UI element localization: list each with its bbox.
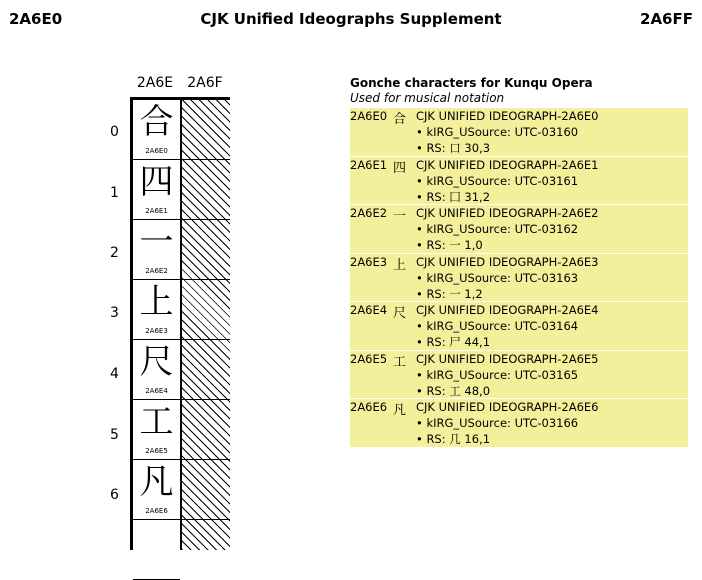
entry-source: • kIRG_USource: UTC-03165 — [416, 367, 579, 382]
entry-radical-stroke: • RS: 一 1,2 — [416, 286, 483, 301]
row-divider — [182, 399, 230, 400]
row-divider — [182, 219, 230, 220]
list-item — [350, 302, 688, 351]
entry-name: CJK UNIFIED IDEOGRAPH-2A6E2 — [416, 206, 599, 220]
entry-name: CJK UNIFIED IDEOGRAPH-2A6E3 — [416, 254, 599, 269]
code-chart — [130, 73, 230, 543]
entry-code: 2A6E6 — [350, 400, 388, 414]
entry-source: • kIRG_USource: UTC-03160 — [416, 125, 579, 139]
char-cell[interactable] — [133, 400, 180, 460]
header-range-end: 2A6FF — [640, 10, 693, 28]
entry-glyph: 四 — [393, 160, 407, 176]
char-code: 2A6E3 — [145, 327, 168, 335]
list-item — [350, 108, 688, 157]
entry-glyph: 凡 — [393, 403, 407, 418]
notes-subtitle: Used for musical notation — [350, 91, 505, 105]
chart-grid — [130, 100, 230, 550]
notes-title: Gonche characters for Kunqu Opera — [350, 76, 593, 90]
entry-glyph: 合 — [393, 112, 407, 127]
notes-list — [350, 108, 688, 447]
column-header: 2A6E — [136, 75, 174, 91]
page-title: CJK Unified Ideographs Supplement — [200, 10, 502, 28]
entry-radical-stroke: • RS: 工 48,0 — [416, 383, 491, 398]
char-glyph: 上 — [139, 282, 174, 322]
char-cell[interactable] — [133, 220, 180, 280]
entry-glyph: 尺 — [393, 306, 407, 321]
char-code: 2A6E2 — [145, 267, 168, 275]
row-label: 5 — [110, 427, 119, 443]
char-code: 2A6E6 — [145, 507, 168, 515]
char-code: 2A6E5 — [145, 447, 168, 455]
char-glyph: 尺 — [139, 342, 174, 382]
entry-glyph: 工 — [393, 354, 407, 370]
entry-code: 2A6E0 — [350, 109, 388, 123]
entry-source: • kIRG_USource: UTC-03166 — [416, 416, 579, 430]
char-code: 2A6E1 — [145, 207, 168, 215]
entry-code: 2A6E5 — [350, 351, 388, 366]
row-label: 4 — [110, 366, 119, 382]
entry-source: • kIRG_USource: UTC-03163 — [416, 270, 579, 285]
entry-radical-stroke: • RS: 口 30,3 — [416, 141, 491, 155]
entry-radical-stroke: • RS: 尸 44,1 — [416, 335, 491, 349]
char-glyph: 四 — [139, 162, 174, 202]
entry-radical-stroke: • RS: 一 1,0 — [416, 238, 483, 252]
row-label: 2 — [110, 245, 119, 261]
char-cell[interactable] — [133, 160, 180, 220]
char-glyph: 合 — [139, 102, 174, 142]
header-range-start: 2A6E0 — [9, 10, 63, 28]
entry-source: • kIRG_USource: UTC-03161 — [416, 173, 579, 188]
char-cell[interactable] — [133, 280, 180, 340]
row-divider — [182, 159, 230, 160]
char-cell-empty — [133, 520, 180, 580]
column-headers — [130, 73, 230, 100]
unassigned-column-hatch — [182, 100, 230, 550]
row-divider — [182, 279, 230, 280]
char-cell[interactable] — [133, 340, 180, 400]
row-label: 1 — [110, 185, 119, 201]
column-header: 2A6F — [187, 75, 223, 91]
entry-glyph: 一 — [393, 209, 407, 224]
list-item — [350, 205, 688, 254]
entry-radical-stroke: • RS: 几 16,1 — [416, 432, 491, 446]
list-item — [350, 254, 688, 303]
char-code: 2A6E4 — [145, 387, 168, 395]
entry-code: 2A6E4 — [350, 303, 388, 317]
row-divider — [182, 459, 230, 460]
row-label: 3 — [110, 305, 119, 321]
entry-radical-stroke: • RS: 囗 31,2 — [416, 189, 491, 204]
row-label: 0 — [110, 124, 119, 140]
entry-code: 2A6E2 — [350, 206, 388, 220]
list-item — [350, 157, 688, 206]
entry-name: CJK UNIFIED IDEOGRAPH-2A6E4 — [416, 303, 599, 317]
row-label: 6 — [110, 487, 119, 503]
entry-name: CJK UNIFIED IDEOGRAPH-2A6E5 — [416, 351, 599, 366]
char-cell[interactable] — [133, 460, 180, 520]
character-notes — [350, 76, 688, 447]
entry-source: • kIRG_USource: UTC-03162 — [416, 222, 579, 236]
row-divider — [182, 339, 230, 340]
char-glyph: 工 — [139, 402, 174, 442]
entry-glyph: 上 — [393, 257, 407, 273]
entry-code: 2A6E3 — [350, 254, 388, 269]
entry-source: • kIRG_USource: UTC-03164 — [416, 319, 579, 333]
entry-name: CJK UNIFIED IDEOGRAPH-2A6E6 — [416, 400, 599, 414]
char-code: 2A6E0 — [145, 147, 168, 155]
char-glyph: 凡 — [139, 462, 174, 502]
list-item — [350, 351, 688, 400]
row-divider — [182, 519, 230, 520]
list-item — [350, 399, 688, 447]
char-cell[interactable] — [133, 100, 180, 160]
char-glyph: 一 — [139, 222, 174, 262]
entry-name: CJK UNIFIED IDEOGRAPH-2A6E1 — [416, 157, 599, 172]
entry-code: 2A6E1 — [350, 157, 388, 172]
entry-name: CJK UNIFIED IDEOGRAPH-2A6E0 — [416, 109, 599, 123]
